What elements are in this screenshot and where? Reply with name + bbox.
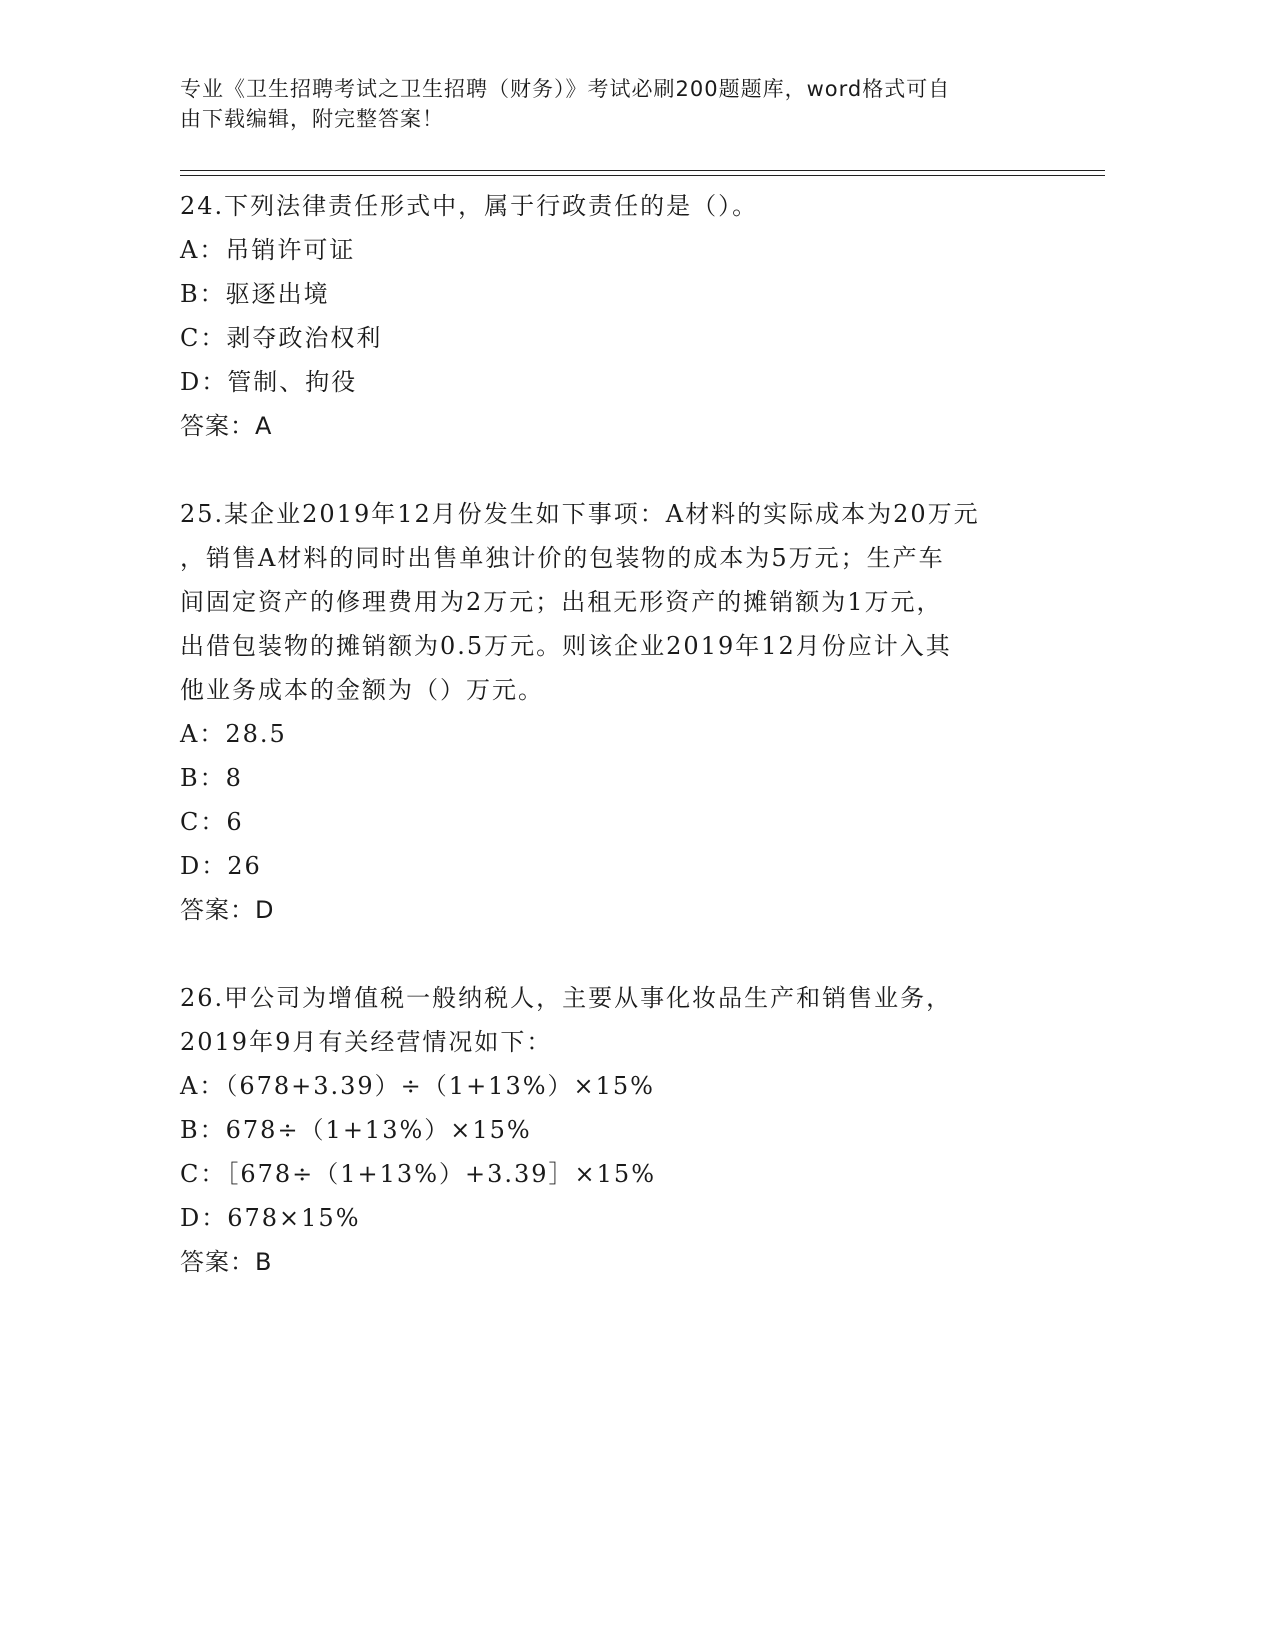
option-c: C：［678÷（1+13%）+3.39］×15%: [180, 1160, 657, 1188]
header-line-2: 由下载编辑，附完整答案！: [180, 107, 444, 131]
header-divider-bottom: [180, 175, 1105, 176]
option-c: C：6: [180, 808, 244, 836]
answer-line: 答案：D: [180, 896, 275, 924]
option-a: A：28.5: [180, 720, 287, 748]
question-list: [180, 184, 1080, 1284]
question-stem-line: 25.某企业2019年12月份发生如下事项：A材料的实际成本为20万元: [180, 500, 980, 528]
question-stem-line: 26.甲公司为增值税一般纳税人，主要从事化妆品生产和销售业务，: [180, 984, 953, 1012]
question-25: [180, 492, 1080, 932]
question-stem-line: ，销售A材料的同时出售单独计价的包装物的成本为5万元；生产车: [180, 544, 945, 572]
question-spacer: [180, 448, 1080, 492]
question-26: [180, 976, 1080, 1284]
question-stem-line: 2019年9月有关经营情况如下：: [180, 1028, 553, 1056]
option-d: D：管制、拘役: [180, 368, 358, 396]
option-b: B：驱逐出境: [180, 280, 330, 308]
option-d: D：678×15%: [180, 1204, 361, 1232]
option-c: C：剥夺政治权利: [180, 324, 383, 352]
question-stem-line: 出借包装物的摊销额为0.5万元。则该企业2019年12月份应计入其: [180, 632, 952, 660]
answer-line: 答案：B: [180, 1248, 273, 1276]
answer-line: 答案：A: [180, 412, 273, 440]
question-stem-line: 间固定资产的修理费用为2万元；出租无形资产的摊销额为1万元，: [180, 588, 943, 616]
question-stem-line: 他业务成本的金额为（）万元。: [180, 676, 544, 704]
option-b: B：8: [180, 764, 243, 792]
header-divider-top: [180, 170, 1105, 171]
option-a: A：（678+3.39）÷（1+13%）×15%: [180, 1072, 655, 1100]
question-stem-line: 24.下列法律责任形式中，属于行政责任的是（）。: [180, 192, 759, 220]
document-header: [180, 74, 1050, 134]
option-d: D：26: [180, 852, 262, 880]
option-a: A：吊销许可证: [180, 236, 356, 264]
option-b: B：678÷（1+13%）×15%: [180, 1116, 532, 1144]
header-line-1: 专业《卫生招聘考试之卫生招聘（财务）》考试必刷200题题库，word格式可自: [180, 77, 951, 101]
question-24: [180, 184, 1080, 448]
question-spacer: [180, 932, 1080, 976]
